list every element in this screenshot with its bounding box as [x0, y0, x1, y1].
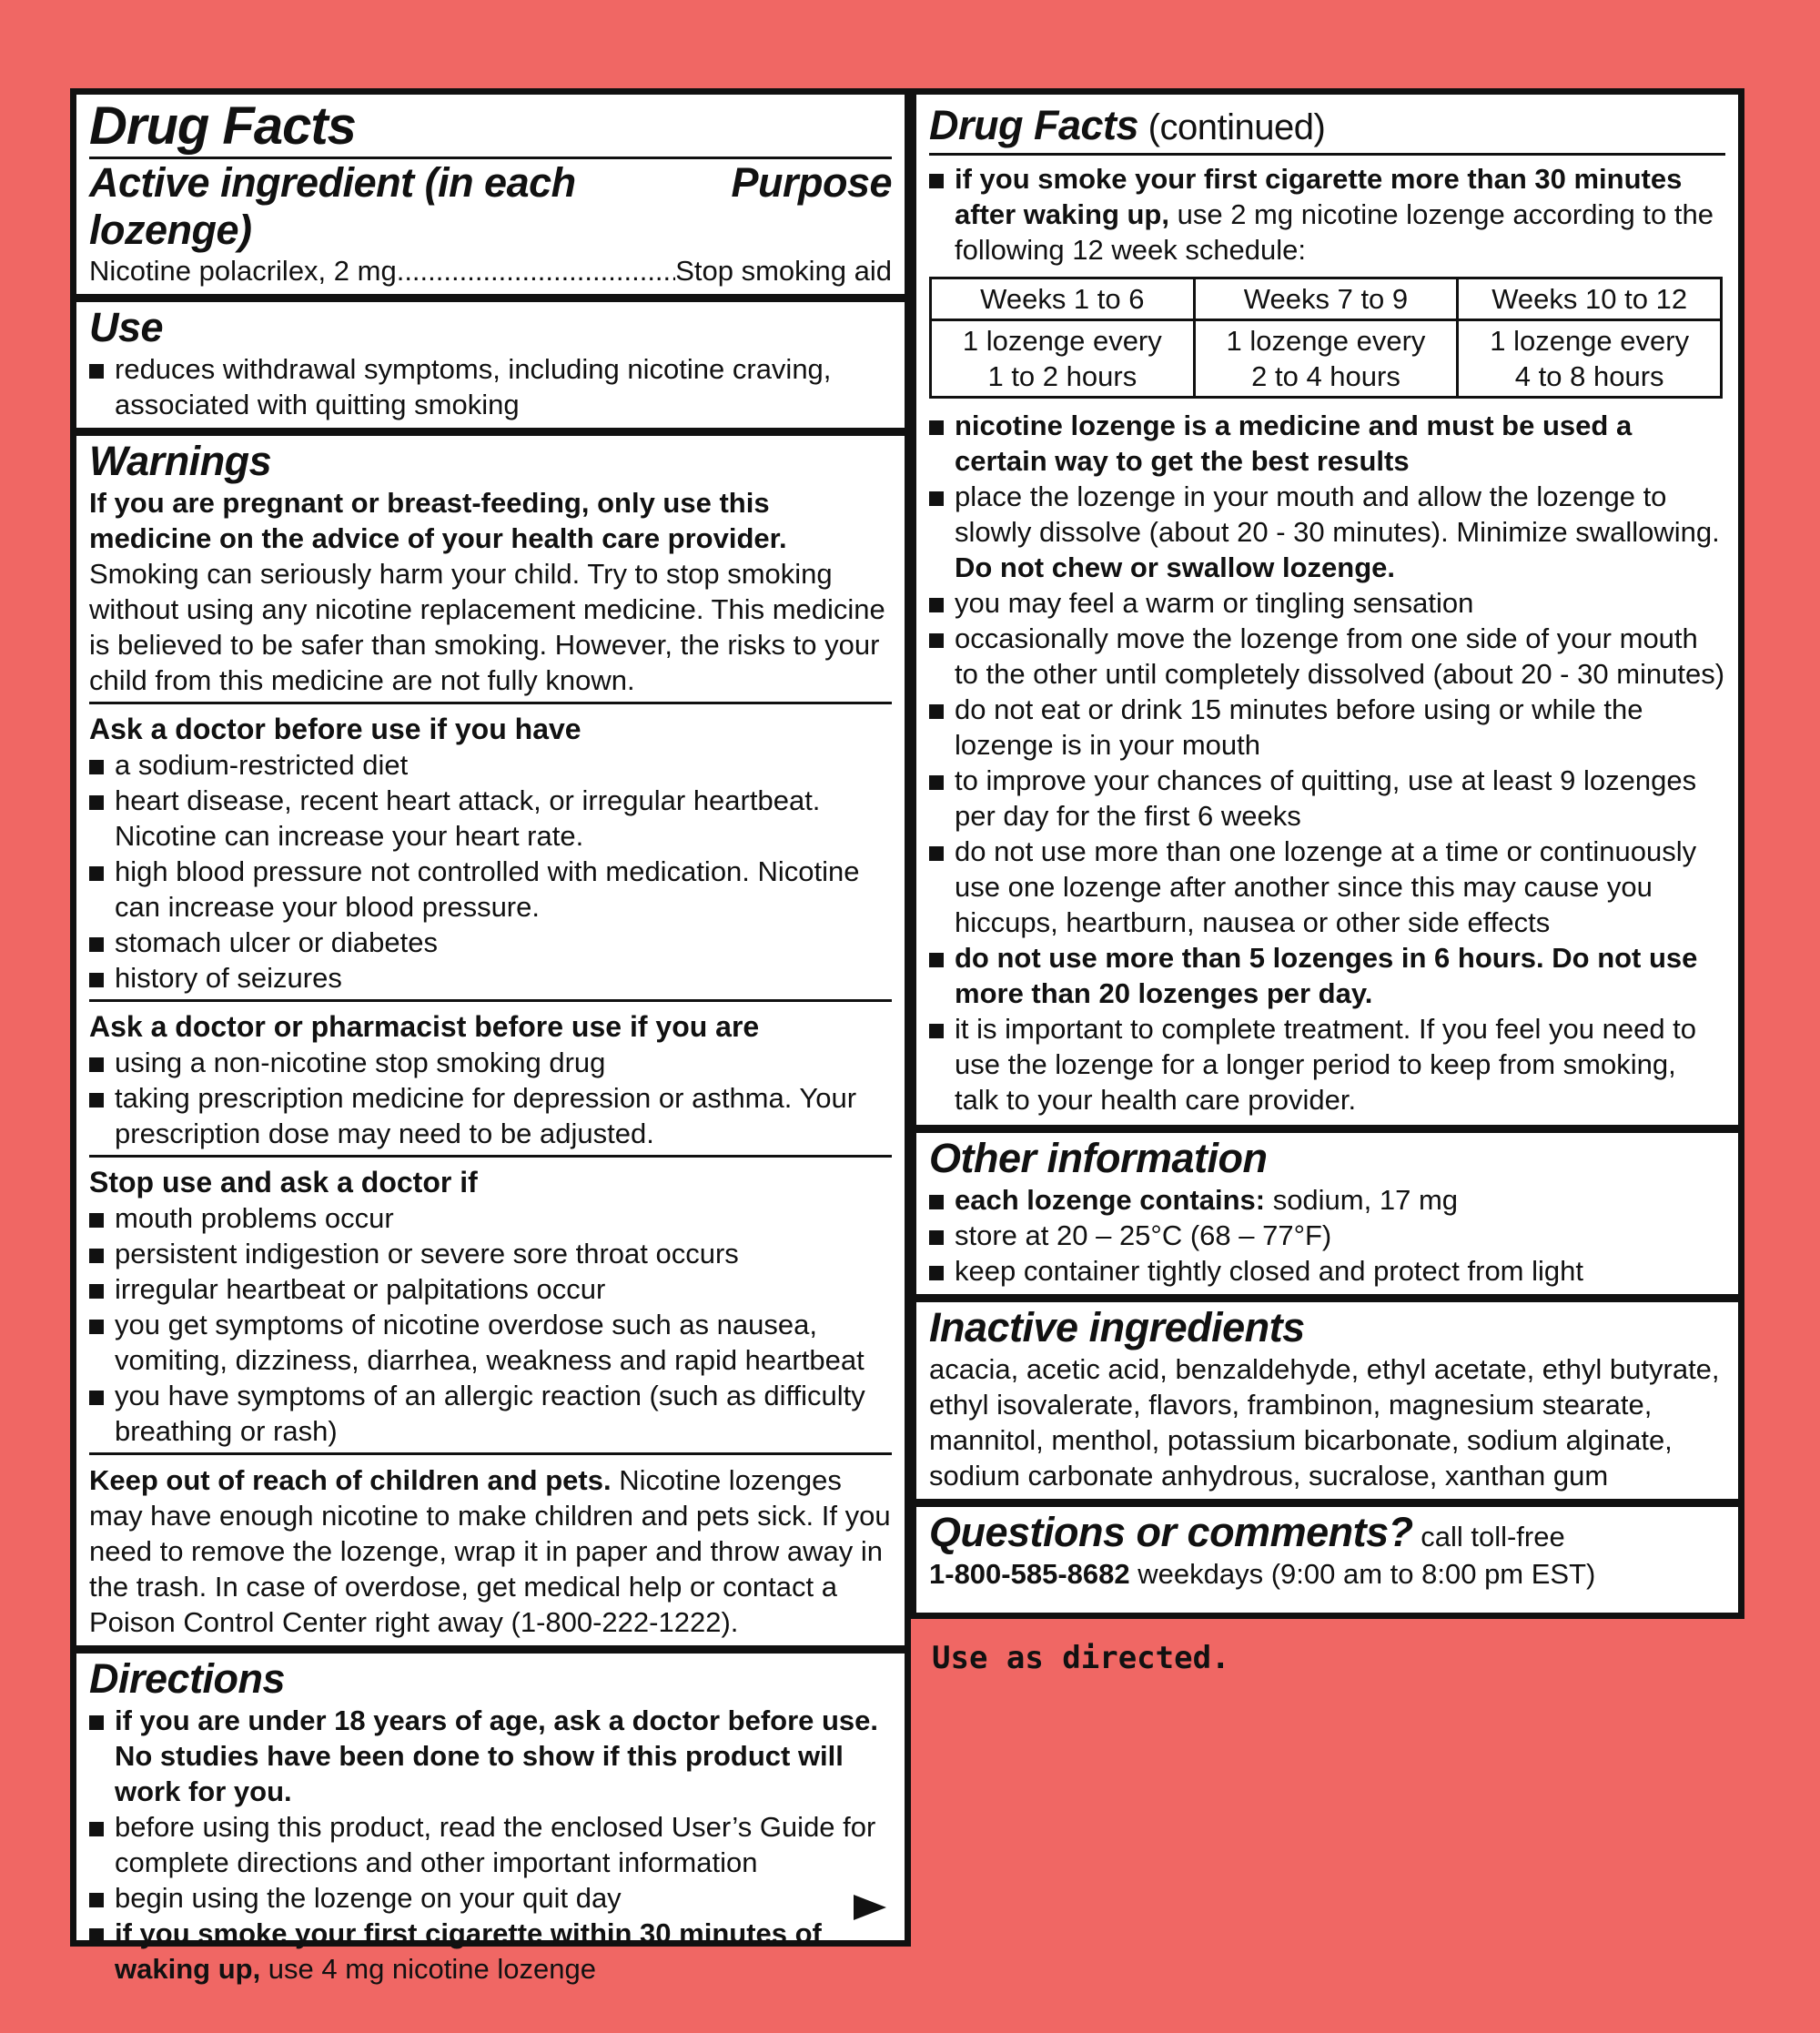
bullet-icon	[89, 1213, 104, 1228]
continued-title: Drug Facts (continued)	[929, 102, 1725, 156]
ask-doctor-block	[89, 704, 892, 1002]
dot-leader	[397, 254, 675, 288]
bullet-icon	[929, 633, 944, 648]
bullet-icon	[89, 937, 104, 952]
other-information-section	[916, 1133, 1738, 1302]
table-row	[931, 278, 1722, 320]
pregnancy-warning: If you are pregnant or breast-feeding, only use this medicine on the advice of your health care provider. Smoking can seriously harm your child. Try to stop smoking without using any nicotine replacement medicine. This medicine is believed to be safer than smoking. However, the risks to your child from this medicine are not fully known.	[89, 485, 892, 704]
bullet-icon	[89, 1249, 104, 1263]
drug-facts-panel-right	[910, 88, 1744, 1619]
list-item: you get symptoms of nicotine overdose such as nausea, vomiting, dizziness, diarrhea, weakness and rapid heartbeat	[89, 1307, 892, 1378]
list-item: it is important to complete treatment. If you feel you need to use the lozenge for a longer period to keep from smoking, talk to your health care provider.	[929, 1011, 1725, 1125]
list-item: if you smoke your first cigarette more than 30 minutes after waking up, use 2 mg nicotine lozenge according to the following 12 week schedule:	[929, 161, 1725, 268]
list-item: using a non-nicotine stop smoking drug	[89, 1045, 892, 1080]
directions-heading: Directions	[89, 1655, 286, 1702]
table-header-cell: Weeks 10 to 12	[1458, 278, 1722, 320]
continued-section	[916, 95, 1738, 1125]
bullet-icon	[929, 174, 944, 188]
list-item: you may feel a warm or tingling sensation	[929, 585, 1725, 621]
use-heading: Use	[89, 304, 164, 350]
table-header-cell: Weeks 7 to 9	[1194, 278, 1458, 320]
bullet-icon	[89, 973, 104, 987]
bullet-icon	[929, 1195, 944, 1209]
list-item: if you smoke your first cigarette within 30 minutes of waking up, use 4 mg nicotine lozenge	[89, 1916, 892, 1987]
bullet-icon	[929, 1230, 944, 1245]
list-item: place the lozenge in your mouth and allow the lozenge to slowly dissolve (about 20 - 30 minutes). Minimize swallowing. Do not chew or swallow lozenge.	[929, 479, 1725, 585]
stop-use-heading: Stop use and ask a doctor if	[89, 1166, 478, 1199]
use-as-directed-note: Use as directed.	[932, 1640, 1230, 1676]
purpose-heading: Purpose	[731, 159, 892, 206]
table-cell: 1 lozenge every 4 to 8 hours	[1458, 320, 1722, 398]
active-ingredient-heading: Active ingredient (in each lozenge)	[89, 159, 576, 253]
bullet-icon	[89, 364, 104, 379]
list-item: to improve your chances of quitting, use at least 9 lozenges per day for the first 6 weeks	[929, 763, 1725, 834]
warnings-heading: Warnings	[89, 438, 272, 484]
ask-doctor-heading: Ask a doctor before use if you have	[89, 713, 581, 745]
use-item: reduces withdrawal symptoms, including nicotine craving, associated with quitting smoking	[89, 351, 892, 422]
questions-line: Questions or comments? call toll-free	[929, 1509, 1565, 1555]
bullet-icon	[89, 1715, 104, 1730]
bullet-icon	[929, 704, 944, 719]
inactive-ingredients-section	[916, 1302, 1738, 1507]
list-item: occasionally move the lozenge from one side of your mouth to the other until completely dissolved (about 20 - 30 minutes)	[929, 621, 1725, 692]
other-information-heading: Other information	[929, 1135, 1268, 1181]
list-item: history of seizures	[89, 960, 892, 996]
bullet-icon	[89, 1391, 104, 1405]
table-cell: 1 lozenge every 2 to 4 hours	[1194, 320, 1458, 398]
bullet-icon	[89, 760, 104, 774]
ask-pharmacist-block	[89, 1002, 892, 1158]
list-item: you have symptoms of an allergic reaction (such as difficulty breathing or rash)	[89, 1378, 892, 1449]
bullet-icon	[929, 953, 944, 967]
inactive-ingredients-list: acacia, acetic acid, benzaldehyde, ethyl acetate, ethyl butyrate, ethyl isovalerate, flavors, frambinon, magnesium stearate, mannitol, menthol, potassium bicarbonate, sodium alginate, sodium carbonate anhydrous, sucralose, xanthan gum	[929, 1353, 1720, 1492]
bullet-icon	[929, 775, 944, 790]
list-item: stomach ulcer or diabetes	[89, 925, 892, 960]
table-row	[931, 320, 1722, 398]
drug-facts-title: Drug Facts	[89, 96, 356, 156]
ingredient-line	[89, 254, 892, 288]
inactive-ingredients-heading: Inactive ingredients	[929, 1304, 1305, 1350]
bullet-icon	[89, 1284, 104, 1299]
continue-arrow-icon	[854, 1895, 886, 1920]
questions-section	[916, 1507, 1738, 1595]
use-section	[76, 302, 905, 436]
stop-use-block	[89, 1158, 892, 1455]
list-item: do not use more than one lozenge at a time or continuously use one lozenge after another since this may cause you hiccups, heartburn, nausea or other side effects	[929, 834, 1725, 940]
table-header-cell: Weeks 1 to 6	[931, 278, 1195, 320]
drug-facts-panel-left	[70, 88, 911, 1985]
directions-section	[76, 1654, 905, 1987]
list-item: mouth problems occur	[89, 1200, 892, 1236]
list-item: if you are under 18 years of age, ask a doctor before use. No studies have been done to show if this product will work for you.	[89, 1703, 892, 1809]
bullet-icon	[89, 1320, 104, 1334]
list-item: high blood pressure not controlled with medication. Nicotine can increase your blood pressure.	[89, 854, 892, 925]
bullet-icon	[929, 420, 944, 435]
phone-line: 1-800-585-8682 weekdays (9:00 am to 8:00 pm EST)	[929, 1558, 1596, 1590]
list-item: begin using the lozenge on your quit day	[89, 1880, 892, 1916]
list-item: each lozenge contains: sodium, 17 mg	[929, 1182, 1725, 1218]
list-item: nicotine lozenge is a medicine and must be used a certain way to get the best results	[929, 408, 1725, 479]
list-item: do not eat or drink 15 minutes before using or while the lozenge is in your mouth	[929, 692, 1725, 763]
bullet-icon	[929, 1266, 944, 1280]
bullet-icon	[929, 1024, 944, 1038]
list-item: taking prescription medicine for depression or asthma. Your prescription dose may need to be adjusted.	[89, 1080, 892, 1151]
phone-number: 1-800-585-8682	[929, 1558, 1130, 1590]
list-item: persistent indigestion or severe sore throat occurs	[89, 1236, 892, 1271]
bullet-icon	[89, 1093, 104, 1108]
drug-facts-header	[76, 95, 905, 302]
ask-pharmacist-heading: Ask a doctor or pharmacist before use if you are	[89, 1010, 760, 1043]
list-item: store at 20 – 25°C (68 – 77°F)	[929, 1218, 1725, 1253]
bullet-icon	[89, 795, 104, 810]
list-item: a sodium-restricted diet	[89, 747, 892, 783]
ingredient-purpose: Stop smoking aid	[675, 255, 892, 287]
list-item: irregular heartbeat or palpitations occur	[89, 1271, 892, 1307]
bullet-icon	[89, 1893, 104, 1907]
bullet-icon	[929, 491, 944, 506]
list-item: do not use more than 5 lozenges in 6 hours. Do not use more than 20 lozenges per day.	[929, 940, 1725, 1011]
dosing-schedule-table	[929, 277, 1723, 399]
bullet-icon	[89, 1057, 104, 1072]
list-item: before using this product, read the enclosed User’s Guide for complete directions and other important information	[89, 1809, 892, 1880]
bullet-icon	[89, 1928, 104, 1943]
bullet-icon	[929, 598, 944, 612]
table-cell: 1 lozenge every 1 to 2 hours	[931, 320, 1195, 398]
list-item: keep container tightly closed and protect from light	[929, 1253, 1725, 1289]
ingredient-name: Nicotine polacrilex, 2 mg	[89, 255, 397, 287]
list-item: heart disease, recent heart attack, or irregular heartbeat. Nicotine can increase your heart rate.	[89, 783, 892, 854]
bullet-icon	[89, 1822, 104, 1836]
keep-out-of-reach: Keep out of reach of children and pets. Nicotine lozenges may have enough nicotine to make children and pets sick. If you need to remove the lozenge, wrap it in paper and throw away in the trash. In case of overdose, get medical help or contact a Poison Control Center right away (1-800-222-1222).	[89, 1464, 891, 1638]
warnings-section	[76, 436, 905, 1645]
bullet-icon	[89, 866, 104, 881]
active-ingredient-row	[89, 159, 892, 254]
bullet-icon	[929, 846, 944, 861]
